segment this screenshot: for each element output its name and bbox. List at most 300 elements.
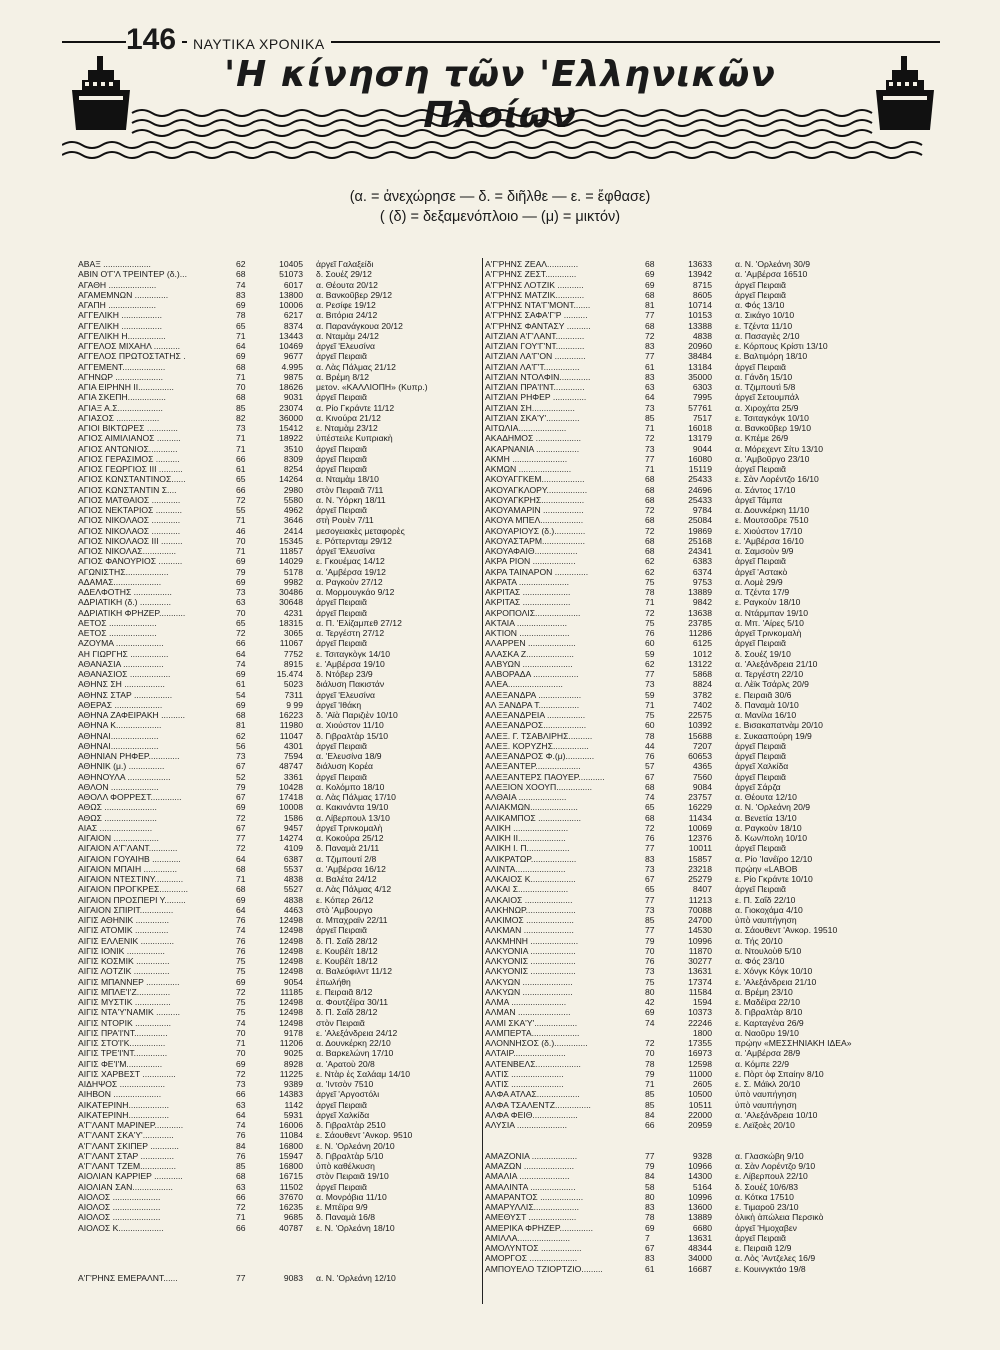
ship-status: ἀργεῖ Πειραιᾶ xyxy=(735,556,786,567)
ship-name: ΑΛΚΥΟΝΙΣ ................... xyxy=(485,966,576,977)
build-year: 56 xyxy=(236,740,246,751)
ship-name: ΑΓΙΑ ΣΚΕΠΗ................ xyxy=(78,392,166,403)
ship-status: μεσογειακὲς μεταφορὲς xyxy=(316,525,405,536)
tonnage: 51073 xyxy=(279,269,303,280)
table-row xyxy=(78,608,493,618)
ship-name: ΑΙΓΑΙΟΝ ΝΤΕΣΤΙΝΥ............ xyxy=(78,874,184,884)
build-year: 67 xyxy=(645,874,655,884)
table-row xyxy=(78,505,493,515)
ship-status: α. Μανίλα 16/10 xyxy=(735,710,797,720)
table-row xyxy=(78,936,493,946)
build-year: 65 xyxy=(236,320,246,331)
build-year: 68 xyxy=(236,710,246,720)
build-year: 68 xyxy=(645,494,655,505)
tonnage: 37670 xyxy=(279,1191,303,1202)
tonnage: 9178 xyxy=(283,1027,303,1038)
ship-status: ἀργεῖ Πειραιᾶ xyxy=(316,505,367,515)
table-row xyxy=(78,1079,493,1089)
tonnage: 9982 xyxy=(283,576,303,587)
ship-status: ἐπωλήθη xyxy=(316,976,351,987)
table-row xyxy=(485,854,915,864)
build-year: 72 xyxy=(236,1068,246,1079)
tonnage: 6217 xyxy=(283,310,303,321)
tonnage: 7311 xyxy=(284,689,303,700)
table-row xyxy=(485,515,915,525)
ship-name: ΑΛΙΚΗ ....................... xyxy=(485,822,569,833)
tonnage: 22575 xyxy=(688,710,712,720)
table-row xyxy=(78,310,493,320)
ship-name: ΑΙΓΙΣ ΜΥΣΤΙΚ ............... xyxy=(78,997,171,1007)
ship-name: ΑΛΚΥΟΝΙΣ ................... xyxy=(485,956,576,966)
build-year: 63 xyxy=(236,1099,246,1110)
build-year: 77 xyxy=(645,669,655,679)
ship-status: ε. 'Αλεξάνδρεια 24/12 xyxy=(316,1027,398,1038)
build-year: 69 xyxy=(236,300,246,310)
build-year: 62 xyxy=(645,556,655,567)
ship-name: ΑΙΓΙΣ ΣΤΟ'Ι'Κ............... xyxy=(78,1038,166,1048)
table-row xyxy=(485,782,915,792)
ship-name: ΑΙΓΙΣ ΠΡΑ'Ι'ΝΤ.............. xyxy=(78,1027,168,1038)
tonnage: 22000 xyxy=(688,1109,712,1120)
ship-name: Α'Γ'ΛΑΝΤ ΜΑΡΙΝΕΡ............ xyxy=(78,1120,184,1130)
build-year: 71 xyxy=(236,1038,246,1048)
table-row xyxy=(78,433,493,443)
table-row xyxy=(485,1151,915,1161)
ship-name: ΑΚΡΙΤΑΣ .................... xyxy=(485,587,571,597)
ship-name: ΑΚΤΑΙΑ ..................... xyxy=(485,617,567,628)
ship-name: ΑΙΟΛΟΣ .................... xyxy=(78,1202,161,1212)
table-row xyxy=(485,1223,915,1233)
table-row xyxy=(485,280,915,290)
build-year: 68 xyxy=(236,269,246,280)
ship-name: ΑΙΚΑΤΕΡΙΝΗ................. xyxy=(78,1109,170,1120)
build-year: 67 xyxy=(236,822,246,833)
build-year: 72 xyxy=(645,607,655,618)
ship-name: ΑΘΗΝΟΥΛΑ .................. xyxy=(78,771,171,782)
table-row xyxy=(78,1089,493,1099)
build-year: 70 xyxy=(236,1048,246,1059)
tonnage: 13600 xyxy=(688,1202,712,1212)
ship-name: ΑΛΤΑΙΡ...................... xyxy=(485,1048,566,1059)
table-row xyxy=(485,608,915,618)
ship-name: ΑΘΑΝΑΣΙΟΣ ................. xyxy=(78,669,171,679)
ship-name: Α'Γ'ΛΑΝΤ ΣΚΙΠΕΡ ............ xyxy=(78,1140,179,1151)
build-year: 63 xyxy=(236,597,246,608)
build-year: 85 xyxy=(645,412,655,423)
ship-name: ΑΙΓΙΣ ΚΟΣΜΙΚ .............. xyxy=(78,956,170,966)
build-year: 71 xyxy=(236,1212,246,1223)
tonnage: 9 99 xyxy=(286,699,303,710)
tonnage: 23074 xyxy=(279,402,303,413)
tonnage: 10996 xyxy=(688,1191,712,1202)
table-row xyxy=(78,1110,493,1120)
tonnage: 11434 xyxy=(688,812,712,823)
ship-name: ΑΙΤΖΙΑΝ ΓΟΥ'Γ'ΝΤ............ xyxy=(485,341,585,351)
ship-name: ΑΕΤΟΣ .................... xyxy=(78,628,157,638)
ship-status: α. Ν. 'Ορλεάνη 12/10 xyxy=(316,1273,396,1283)
build-year: 71 xyxy=(645,699,655,710)
table-row xyxy=(485,1007,915,1017)
build-year: 71 xyxy=(236,433,246,444)
table-row xyxy=(78,669,493,679)
ship-name: ΑΓΙΟΣ ΑΝΤΩΝΙΟΣ............ xyxy=(78,443,178,454)
build-year: 65 xyxy=(645,884,655,895)
table-row xyxy=(78,679,493,689)
tonnage: 4365 xyxy=(692,761,712,772)
build-year: 71 xyxy=(645,423,655,433)
tonnage: 9031 xyxy=(283,392,303,403)
tonnage: 10511 xyxy=(688,1099,712,1110)
table-row xyxy=(485,905,915,915)
build-year: 77 xyxy=(645,894,655,905)
ship-status: ἀργεῖ Γαλαξείδι xyxy=(316,259,374,269)
build-year: 69 xyxy=(645,279,655,290)
build-year: 84 xyxy=(236,1140,246,1151)
tonnage: 7402 xyxy=(692,699,712,710)
ship-status: ε. Πειραιᾶ 8/12 xyxy=(316,986,373,997)
build-year: 63 xyxy=(236,1181,246,1192)
ship-status: ε. Πὸρτ ὀφ Σπαίην 8/10 xyxy=(735,1068,824,1079)
build-year: 83 xyxy=(645,1253,655,1264)
ship-status: α. Ντουλοὺθ 5/10 xyxy=(735,945,802,956)
ship-name: ΑΙΤΖΙΑΝ ΣΗ.................. xyxy=(485,402,575,413)
table-row xyxy=(485,454,915,464)
ship-name: ΑΚΡΙΤΑΣ .................... xyxy=(485,597,571,608)
tonnage: 24341 xyxy=(688,546,712,556)
build-year: 75 xyxy=(645,976,655,987)
build-year: 61 xyxy=(645,1263,655,1274)
ship-name: ΑΘΛΟΝ .................... xyxy=(78,781,159,792)
ship-status: ε. Τσιταγκόγκ 10/10 xyxy=(735,412,809,423)
table-row xyxy=(78,423,493,433)
ship-status: δ. Παναμὰ 21/11 xyxy=(316,843,380,854)
table-row xyxy=(485,1100,915,1110)
table-row xyxy=(485,874,915,884)
ship-status: ἀργεῖ Πειραιᾶ xyxy=(735,740,786,751)
tonnage: 8374 xyxy=(283,320,303,331)
tonnage: 12498 xyxy=(279,1017,303,1028)
ship-status: δ. Σουέζ 19/10 xyxy=(735,648,791,659)
tonnage: 12498 xyxy=(279,966,303,977)
ship-name: ΑΓΙΟΣ ΜΑΤΘΑΙΟΣ ............ xyxy=(78,494,181,505)
table-row xyxy=(485,761,915,771)
build-year: 69 xyxy=(236,576,246,587)
tonnage: 13633 xyxy=(688,259,712,269)
build-year: 85 xyxy=(645,1089,655,1100)
ship-status: α. Τζιμπουτί 2/8 xyxy=(316,853,377,864)
ship-status: α. Κόμπε 22/9 xyxy=(735,1058,789,1069)
ship-name: ΑΓΙΟΣ ΝΙΚΟΛΑΟΣ ............ xyxy=(78,515,181,526)
table-row xyxy=(78,690,493,700)
build-year: 75 xyxy=(645,617,655,628)
ship-name: ΑΛΕΞΑΝΔΡΑ .................. xyxy=(485,689,582,700)
build-year: 76 xyxy=(645,628,655,638)
ship-name: ΑΙΓΑΙΟΝ ΣΠΙΡΙΤ.............. xyxy=(78,904,174,915)
tonnage: 8715 xyxy=(692,279,712,290)
table-row xyxy=(485,1038,915,1048)
tonnage: 13800 xyxy=(279,289,303,300)
build-year: 65 xyxy=(236,617,246,628)
tonnage: 8407 xyxy=(692,884,712,895)
ship-name: ΑΙΟΛΟΣ Κ................... xyxy=(78,1222,164,1233)
ship-name: ΑΚΟΥΑΣΤΑΡΜ.................. xyxy=(485,535,585,546)
build-year: 73 xyxy=(645,402,655,413)
tonnage: 7995 xyxy=(692,392,712,403)
ship-name: ΑΘΟΛΛ ΦΟΡΡΕΣΤ............. xyxy=(78,792,182,802)
table-row xyxy=(485,382,915,392)
ship-name: ΑΛΙΚΑΜΠΟΣ .................. xyxy=(485,812,582,823)
ship-status: α. Ραγκοὺν 27/12 xyxy=(316,576,383,587)
build-year: 82 xyxy=(236,412,246,423)
ship-name: ΑΔΕΛΦΟΤΗΣ ................ xyxy=(78,587,172,597)
ship-name: ΑΚΟΥΑΓΓΚΕΜ.................. xyxy=(485,474,585,485)
build-year: 78 xyxy=(645,587,655,597)
ship-status: α. 'Ιντσὸν 7510 xyxy=(316,1079,374,1089)
ship-status: ε. Βισακαπατνὰμ 20/10 xyxy=(735,720,823,731)
ship-name: Α'Γ'ΡΗΝΣ ΛΟΤΖΙΚ ........... xyxy=(485,279,584,290)
ship-name: ΑΓΙΟΣ ΝΕΚΤΑΡΙΟΣ ........... xyxy=(78,505,183,515)
table-row xyxy=(485,474,915,484)
build-year: 72 xyxy=(645,505,655,515)
table-row xyxy=(78,1018,493,1028)
table-row xyxy=(485,536,915,546)
ship-status: μετον. «ΚΑΛΛΙΟΠΗ» (Κυπρ.) xyxy=(316,382,428,392)
tonnage: 9054 xyxy=(283,976,303,987)
table-row xyxy=(78,1151,493,1161)
tonnage: 12598 xyxy=(688,1058,712,1069)
build-year: 83 xyxy=(645,341,655,351)
build-year: 7 xyxy=(645,1232,650,1243)
ship-status: ε. Κουβέϊτ 18/12 xyxy=(316,956,378,966)
ship-name: ΑΓΙΟΣ ΚΩΝΣΤΑΝΤΙΝΟΣ...... xyxy=(78,474,186,485)
ship-status: α. Τής 20/10 xyxy=(735,935,783,946)
tonnage: 11980 xyxy=(279,720,303,731)
tonnage: 10392 xyxy=(688,720,712,731)
build-year: 52 xyxy=(236,771,246,782)
ship-status: ε. Χόνγκ Κόγκ 10/10 xyxy=(735,966,813,977)
tonnage: 5580 xyxy=(283,494,303,505)
ship-status: α. Νταμὰμ 18/10 xyxy=(316,474,379,485)
tonnage: 16235 xyxy=(279,1202,303,1212)
ship-status: δ. Ντόβερ 23/9 xyxy=(316,669,373,679)
table-row xyxy=(485,1089,915,1099)
ship-status: α. Σὰν Λορέντζο 9/10 xyxy=(735,1161,816,1171)
build-year: 80 xyxy=(645,986,655,997)
build-year: 74 xyxy=(236,1120,246,1130)
ship-status: α. 'Αμβέρσα 16510 xyxy=(735,269,808,280)
tonnage: 4962 xyxy=(283,505,303,515)
build-year: 72 xyxy=(645,822,655,833)
tonnage: 11084 xyxy=(279,1130,303,1141)
tonnage: 13122 xyxy=(688,658,712,669)
ship-name: ΑΚΟΥΑΓΚΡΗΣ.................. xyxy=(485,494,585,505)
tonnage: 7517 xyxy=(692,412,712,423)
build-year: 64 xyxy=(236,1109,246,1120)
ship-status: α. Ρεσίφε 19/12 xyxy=(316,300,376,310)
ship-name: ΑΙΓΙΣ ΜΠΛΕ'Ι'Ζ.............. xyxy=(78,986,171,997)
table-row xyxy=(78,966,493,976)
tonnage: 1142 xyxy=(284,1099,303,1110)
ship-status: α. Λομὲ 29/9 xyxy=(735,576,783,587)
table-row xyxy=(485,720,915,730)
tonnage: 9083 xyxy=(283,1273,303,1283)
tonnage: 15119 xyxy=(688,464,712,474)
table-row xyxy=(485,884,915,894)
ship-name: ΑΙΓΑΙΟΝ ΜΠΑΙΗ .............. xyxy=(78,863,177,874)
table-row xyxy=(78,792,493,802)
ship-status: α. Ν. 'Ορλεάνη 20/9 xyxy=(735,802,811,813)
build-year: 85 xyxy=(645,1099,655,1110)
ship-name: ΑΛΦΑ ΦΕΙΘ................... xyxy=(485,1109,578,1120)
tonnage: 15412 xyxy=(279,423,303,433)
ship-name: ΑΜΑΖΟΝΙΑ ................... xyxy=(485,1150,578,1161)
build-year: 73 xyxy=(236,423,246,433)
tonnage: 9875 xyxy=(283,371,303,382)
table-row xyxy=(78,659,493,669)
build-year: 85 xyxy=(236,1161,246,1171)
ship-name: ΑΙΚΑΤΕΡΙΝΗ................. xyxy=(78,1099,170,1110)
ship-status: ἀργεῖ Πειραιᾶ xyxy=(316,740,367,751)
ship-name: ΑΛΑΡΡΕΝ .................... xyxy=(485,638,576,649)
table-row xyxy=(485,700,915,710)
table-row xyxy=(78,1007,493,1017)
tonnage: 8309 xyxy=(283,453,303,464)
build-year: 77 xyxy=(645,351,655,362)
table-row xyxy=(78,290,493,300)
tonnage: 8254 xyxy=(283,464,303,474)
ship-name: ΑΛΕΞ. Γ. ΤΣΑΒΛΙΡΗΣ.......... xyxy=(485,730,593,741)
table-row xyxy=(485,895,915,905)
ship-status: α. Λίβερπουλ 13/10 xyxy=(316,812,390,823)
table-row xyxy=(485,1212,915,1222)
table-row xyxy=(485,1264,915,1274)
ship-name: ΑΚΜΩΝ ...................... xyxy=(485,464,572,474)
build-year: 64 xyxy=(236,648,246,659)
table-row xyxy=(78,1069,493,1079)
ship-name: ΑΘΗΝΑΙ.................... xyxy=(78,740,159,751)
ship-status: ε. 'Αμβέρσα 19/10 xyxy=(316,658,385,669)
table-row xyxy=(485,341,915,351)
build-year: 76 xyxy=(236,935,246,946)
ship-name: ΑΓΙΟΣ ΓΕΩΡΓΙΟΣ ΙΙΙ .......... xyxy=(78,464,183,474)
ship-name: Α'Γ'ΡΗΝΣ ΖΕΑΛ............. xyxy=(485,259,579,269)
tonnage: 16018 xyxy=(688,423,712,433)
tonnage: 14300 xyxy=(688,1171,712,1182)
tonnage: 48747 xyxy=(279,761,303,772)
ship-status: ἀργεῖ Πειραιᾶ xyxy=(316,638,367,649)
ship-status: α. 'Αμβέρσα 16/12 xyxy=(316,863,386,874)
build-year: 55 xyxy=(236,505,246,515)
tonnage: 3361 xyxy=(283,771,303,782)
ship-status: ε. Κόπερ 26/12 xyxy=(316,894,374,905)
build-year: 77 xyxy=(645,925,655,936)
tonnage: 18315 xyxy=(279,617,303,628)
table-row xyxy=(485,618,915,628)
table-row xyxy=(78,823,493,833)
ship-status: ἀργεῖ Τρινκομαλὴ xyxy=(316,822,383,833)
table-row xyxy=(485,259,915,269)
tonnage: 5537 xyxy=(283,863,303,874)
table-row xyxy=(485,936,915,946)
ship-status: α. Φός 23/10 xyxy=(735,956,785,966)
ship-name: ΑΛΕΞΑΝΤΕΡ................... xyxy=(485,761,581,772)
table-row xyxy=(485,1192,915,1202)
table-row xyxy=(485,444,915,454)
ship-status: α. Ναοῦρυ 19/10 xyxy=(735,1027,799,1038)
table-row xyxy=(485,1130,915,1140)
tonnage: 17355 xyxy=(688,1038,712,1048)
build-year: 67 xyxy=(645,771,655,782)
build-year: 74 xyxy=(236,658,246,669)
ship-name: ΑΔΡΙΑΤΙΚΗ ΦΡΗΖΕΡ........... xyxy=(78,607,186,618)
table-row xyxy=(485,741,915,751)
ship-status: ε. Π. Σαΐδ 22/10 xyxy=(735,894,796,905)
ship-status: ε. Κόρπους Κρίστι 13/10 xyxy=(735,341,828,351)
table-row xyxy=(78,1192,493,1202)
build-year: 67 xyxy=(236,792,246,802)
ship-status: ἀργεῖ 'Αστακὸ xyxy=(735,566,788,577)
table-row xyxy=(485,915,915,925)
ship-name: ΑΗ ΓΙΩΡΓΗΣ ................ xyxy=(78,648,169,659)
tonnage: 25433 xyxy=(688,474,712,485)
table-row xyxy=(485,290,915,300)
build-year: 44 xyxy=(645,740,655,751)
table-row xyxy=(78,895,493,905)
table-row xyxy=(485,864,915,874)
ship-status: ε. Τσιταγκὸγκ 14/10 xyxy=(316,648,391,659)
ship-name: ΑΖΟΥΜΑ .................... xyxy=(78,638,164,649)
build-year: 71 xyxy=(645,597,655,608)
build-year: 75 xyxy=(645,710,655,720)
table-row xyxy=(78,731,493,741)
tonnage: 20960 xyxy=(688,341,712,351)
build-year: 83 xyxy=(236,289,246,300)
ship-status: α. Κινούρα 21/12 xyxy=(316,412,381,423)
tonnage: 5527 xyxy=(283,884,303,895)
tonnage: 13942 xyxy=(688,269,712,280)
ship-name: ΑΛ ΞΑΝΔΡΑ Τ................. xyxy=(485,699,580,710)
ship-status: ε. Ν. 'Ορλεάνη 18/10 xyxy=(316,1222,395,1233)
tonnage: 9328 xyxy=(692,1150,712,1161)
ship-list-column-2 xyxy=(485,259,915,1274)
ship-name: ΑΛΚΑΙΟΣ Κ................... xyxy=(485,874,576,884)
build-year: 62 xyxy=(645,566,655,577)
tonnage: 23757 xyxy=(688,792,712,802)
tonnage: 14530 xyxy=(688,925,712,936)
legend-line-1: (α. = ἀνεχώρησε — δ. = διῆλθε — ε. = ἔφθασε) xyxy=(349,189,651,205)
build-year: 69 xyxy=(236,699,246,710)
ship-name: Α'Γ'ΡΗΝΣ ΕΜΕΡΑΛΝΤ...... xyxy=(78,1273,178,1283)
table-row xyxy=(485,956,915,966)
table-row xyxy=(485,679,915,689)
ship-name: ΑΛΤΙΣ ...................... xyxy=(485,1068,564,1079)
table-row xyxy=(78,392,493,402)
tonnage: 15857 xyxy=(688,853,712,864)
tonnage: 12498 xyxy=(279,1007,303,1018)
ship-name: Α'Γ'ΡΗΝΣ ΝΤΑ'Γ'ΜΟΝΤ....... xyxy=(485,300,591,310)
tonnage: 16006 xyxy=(279,1120,303,1130)
table-row xyxy=(78,618,493,628)
ship-status: ε. Λεϊξοὲς 20/10 xyxy=(735,1120,795,1130)
tonnage: 12498 xyxy=(279,945,303,956)
ship-status: ἀργεῖ 'Αργοστόλι xyxy=(316,1089,380,1100)
ship-status: α. Μονρόβια 11/10 xyxy=(316,1191,387,1202)
build-year: 68 xyxy=(236,863,246,874)
ship-status: α. Λὰς Πάλμας 4/12 xyxy=(316,884,392,895)
ship-status: ἀργεῖ Σετουμπάλ xyxy=(735,392,800,403)
tonnage: 16080 xyxy=(688,453,712,464)
ship-status: α. 'Αλεξάνδρεια 21/10 xyxy=(735,658,818,669)
